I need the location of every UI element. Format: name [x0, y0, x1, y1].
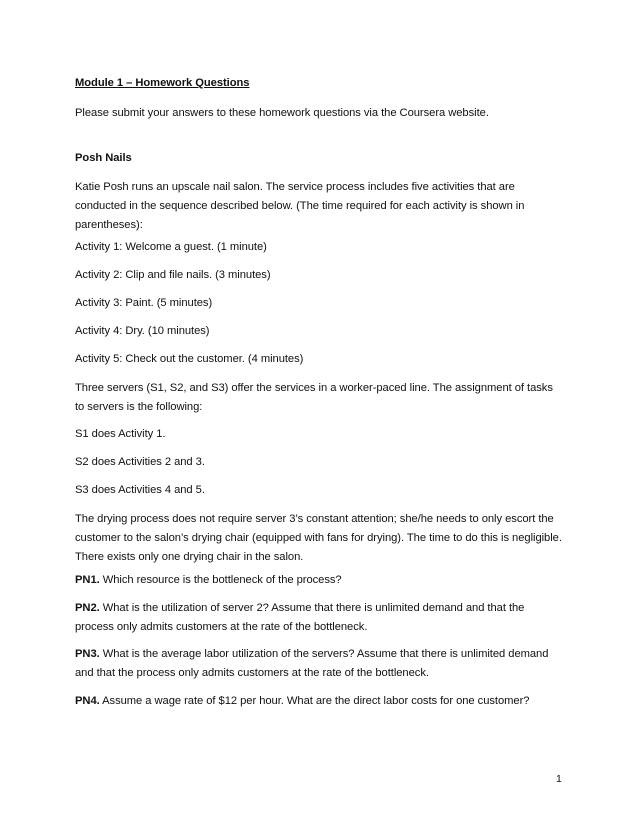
page-number: 1: [556, 773, 562, 785]
question-pn2: [75, 599, 565, 637]
intro-paragraph: Please submit your answers to these homework questions via the Coursera website.: [75, 107, 489, 119]
question-text: Which resource is the bottleneck of the process?: [99, 574, 342, 586]
servers-intro-paragraph: Three servers (S1, S2, and S3) offer the services in a worker-paced line. The assignment of tasks to servers is the following:: [75, 382, 553, 413]
activity-3: Activity 3: Paint. (5 minutes): [75, 297, 213, 309]
question-text: Assume a wage rate of $12 per hour. What are the direct labor costs for one customer?: [99, 695, 530, 707]
question-label: PN3.: [75, 648, 100, 660]
question-label: PN4.: [75, 695, 100, 707]
section-title: Posh Nails: [75, 152, 132, 164]
question-text: What is the utilization of server 2? Assume that there is unlimited demand and that the process only admits customers at the rate of the bottleneck.: [75, 602, 525, 633]
activity-5: Activity 5: Check out the customer. (4 minutes): [75, 353, 304, 365]
question-text: What is the average labor utilization of the servers? Assume that there is unlimited demand and that the process only admits customers at the rate of the bottleneck.: [75, 648, 549, 679]
document-title: Module 1 – Homework Questions: [75, 77, 250, 89]
question-pn1: [75, 571, 565, 590]
question-pn3: [75, 645, 565, 683]
description-paragraph: Katie Posh runs an upscale nail salon. The service process includes five activities that are conducted in the sequence described below. (The time required for each activity is shown in parentheses):: [75, 181, 525, 231]
question-label: PN1.: [75, 574, 100, 586]
assignment-s1: S1 does Activity 1.: [75, 428, 166, 440]
drying-note-paragraph: The drying process does not require server 3’s constant attention; she/he needs to only escort the customer to the salon’s drying chair (equipped with fans for drying). The time to do this is negligible. There exists only one drying chair in the salon.: [75, 513, 562, 563]
activity-4: Activity 4: Dry. (10 minutes): [75, 325, 210, 337]
question-label: PN2.: [75, 602, 100, 614]
activity-2: Activity 2: Clip and file nails. (3 minutes): [75, 269, 271, 281]
assignment-s3: S3 does Activities 4 and 5.: [75, 484, 205, 496]
question-pn4: [75, 692, 565, 711]
activity-1: Activity 1: Welcome a guest. (1 minute): [75, 241, 267, 253]
assignment-s2: S2 does Activities 2 and 3.: [75, 456, 205, 468]
